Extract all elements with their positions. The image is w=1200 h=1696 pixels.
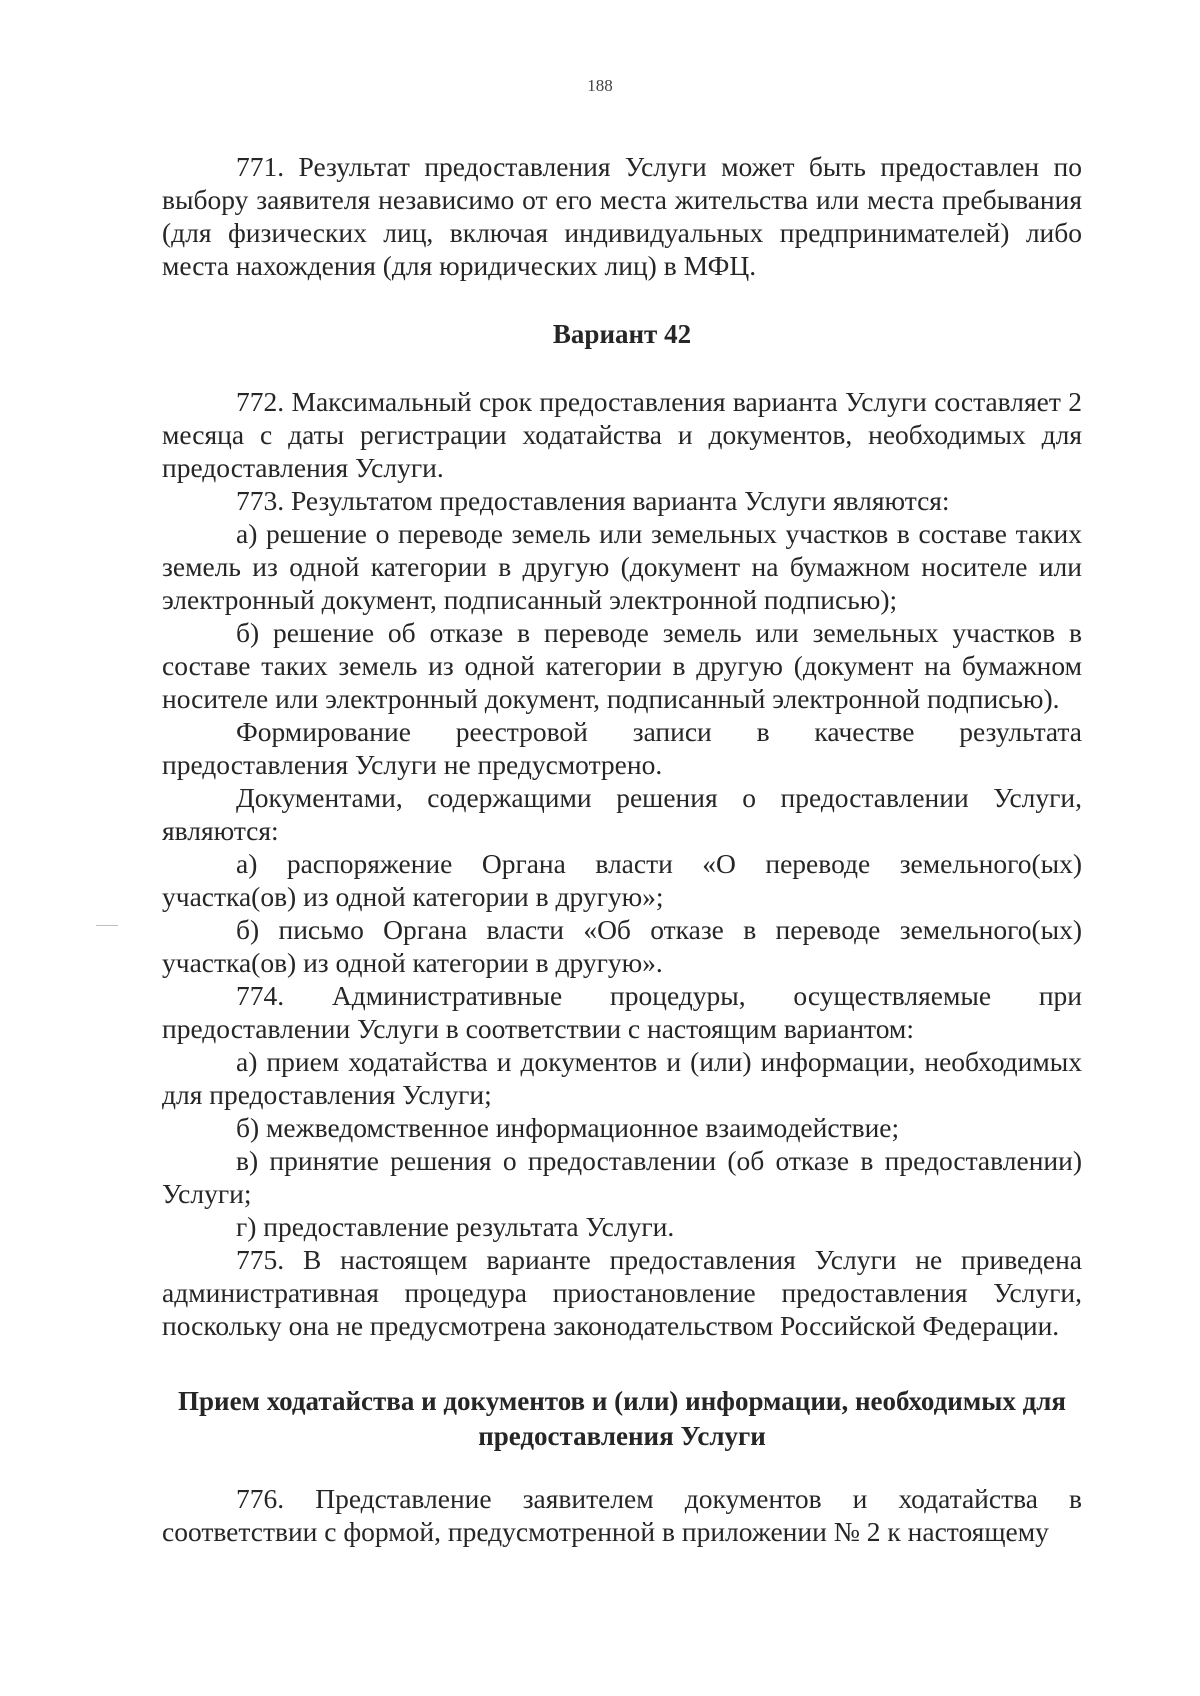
paragraph-772: 772. Максимальный срок предоставления варианта Услуги составляет 2 месяца с даты регистрации ходатайства и документов, необходимых для предоставления Услуги. — [162, 386, 1082, 483]
document-body — [162, 150, 1082, 1548]
paragraph-774-b: б) межведомственное информационное взаимодействие; — [236, 1112, 900, 1143]
paragraph-774: 774. Административные процедуры, осуществляемые при предоставлении Услуги в соответствии с настоящим вариантом: — [162, 980, 1082, 1044]
paragraph-776: 776. Представление заявителем документов и ходатайства в соответствии с формой, предусмотренной в приложении № 2 к настоящему — [162, 1483, 1082, 1547]
paragraph-773-a: а) решение о переводе земель или земельных участков в составе таких земель из одной категории в другую (документ на бумажном носителе или электронный документ, подписанный электронной подписью); — [162, 518, 1082, 615]
paragraph-documents-b: б) письмо Органа власти «Об отказе в переводе земельного(ых) участка(ов) из одной категории в другую». — [162, 914, 1082, 978]
page-number: 188 — [587, 76, 613, 95]
paragraph-decision-documents: Документами, содержащими решения о предоставлении Услуги, являются: — [162, 782, 1082, 846]
scan-mark — [96, 925, 118, 926]
paragraph-771: 771. Результат предоставления Услуги может быть предоставлен по выбору заявителя независимо от его места жительства или места пребывания (для физических лиц, включая индивидуальных предпринимателей) либо места нахождения (для юридических лиц) в МФЦ. — [162, 151, 1082, 281]
paragraph-registry-record: Формирование реестровой записи в качестве результата предоставления Услуги не предусмотрено. — [162, 716, 1082, 780]
paragraph-documents-a: а) распоряжение Органа власти «О переводе земельного(ых) участка(ов) из одной категории в другую»; — [162, 848, 1082, 912]
variant-heading: Вариант 42 — [552, 319, 692, 349]
paragraph-773: 773. Результатом предоставления варианта Услуги являются: — [236, 485, 950, 516]
paragraph-774-g: г) предоставление результата Услуги. — [236, 1211, 675, 1242]
paragraph-773-b: б) решение об отказе в переводе земель или земельных участков в составе таких земель из одной категории в другую (документ на бумажном носителе или электронный документ, подписанный электронной подписью). — [162, 617, 1082, 714]
paragraph-774-a: а) прием ходатайства и документов и (или) информации, необходимых для предоставления Услуги; — [162, 1046, 1082, 1110]
section-heading: Прием ходатайства и документов и (или) информации, необходимых для предоставления Услуги — [178, 1386, 1066, 1451]
paragraph-775: 775. В настоящем варианте предоставления Услуги не приведена административная процедура приостановление предоставления Услуги, поскольку она не предусмотрена законодательством Российской Федерации. — [162, 1244, 1082, 1341]
paragraph-774-v: в) принятие решения о предоставлении (об отказе в предоставлении) Услуги; — [162, 1145, 1082, 1209]
